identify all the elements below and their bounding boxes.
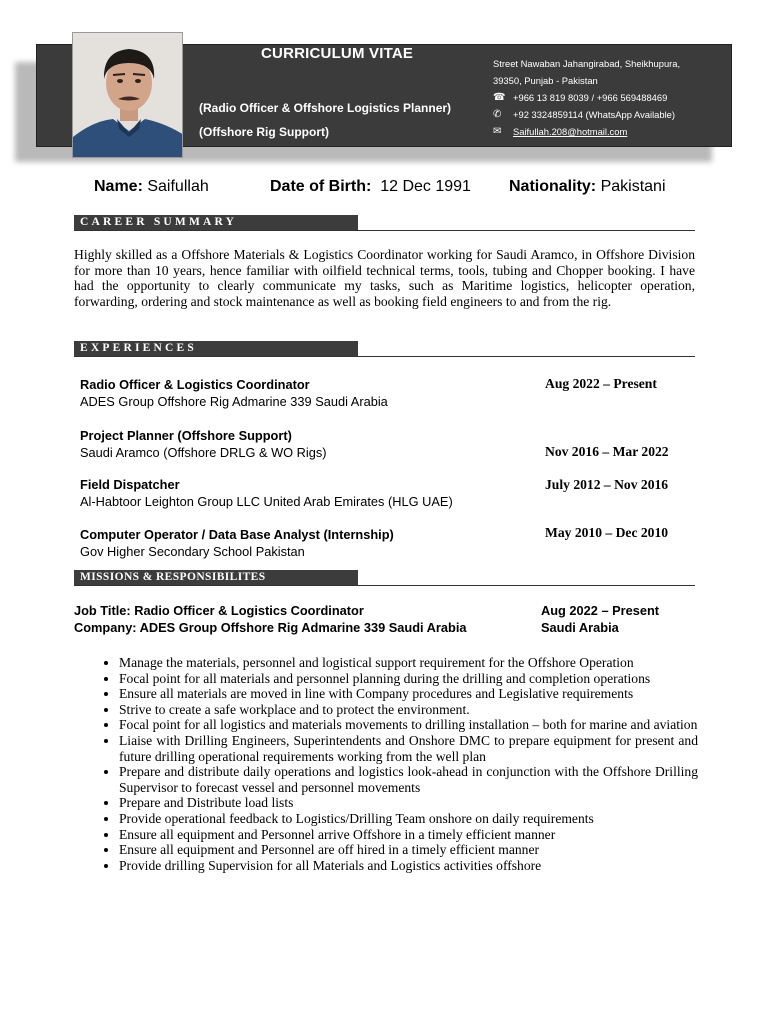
phone-number: +966 13 819 8039 / +966 569488469 bbox=[513, 92, 668, 103]
personal-info bbox=[0, 178, 768, 202]
address-line-2: 39350, Punjab - Pakistan bbox=[493, 75, 598, 86]
section-heading-missions: MISSIONS & RESPONSIBILITES bbox=[74, 570, 358, 585]
section-heading-experiences: EXPERIENCES bbox=[74, 341, 358, 356]
list-item: • Liaise with Drilling Engineers, Superintendents and Onshore DMC to prepare equipment for present and future drilling operational requirements working from the well plan bbox=[119, 733, 698, 764]
profile-photo bbox=[72, 32, 183, 158]
list-item: • Strive to create a safe workplace and to protect the environment. bbox=[119, 702, 698, 718]
list-item: • Provide drilling Supervision for all Materials and Logistics activities offshore bbox=[119, 858, 698, 874]
contact-block bbox=[493, 55, 680, 140]
mission-dates: Aug 2022 – Present bbox=[541, 603, 660, 618]
experience-company: Al-Habtoor Leighton Group LLC United Arab Emirates (HLG UAE) bbox=[80, 494, 453, 509]
mission-location: Saudi Arabia bbox=[541, 620, 619, 635]
email-icon: ✉ bbox=[493, 126, 502, 137]
experience-dates: July 2012 – Nov 2016 bbox=[545, 477, 669, 492]
name-value: Saifullah bbox=[147, 178, 209, 195]
list-item: • Manage the materials, personnel and logistical support requirement for the Offshore Operation bbox=[119, 655, 698, 671]
profile-photo-image bbox=[73, 33, 183, 158]
section-divider bbox=[74, 585, 695, 586]
name-field bbox=[94, 178, 209, 196]
list-item: • Ensure all equipment and Personnel are off hired in a timely efficient manner bbox=[119, 842, 698, 858]
nationality-field bbox=[509, 178, 666, 196]
mission-company: Company: ADES Group Offshore Rig Admarine 339 Saudi Arabia bbox=[74, 620, 467, 635]
experience-title: Computer Operator / Data Base Analyst (Internship) bbox=[80, 527, 394, 542]
section-divider bbox=[74, 356, 695, 357]
experience-title: Project Planner (Offshore Support) bbox=[80, 428, 292, 443]
phone-row bbox=[493, 89, 680, 106]
email-row bbox=[493, 123, 680, 140]
list-item: • Provide operational feedback to Logistics/Drilling Team onshore on daily requirements bbox=[119, 811, 698, 827]
nationality-label: Nationality: bbox=[509, 178, 597, 195]
list-item: • Prepare and Distribute load lists bbox=[119, 795, 698, 811]
section-heading-career-summary: CAREER SUMMARY bbox=[74, 215, 358, 230]
career-summary-text: Highly skilled as a Offshore Materials & Logistics Coordinator working for Saudi Aramco, in Offshore Division for more than 10 years, hence familiar with oilfield technical terms, tools, tubing and Chopper booking. I have had the opportunity to clearly communicate my tasks, such as Maritime logistics, helicopter operation, forwarding, ordering and stock maintenance as well as booking field engineers to and from the rig. bbox=[74, 247, 695, 309]
experience-company: ADES Group Offshore Rig Admarine 339 Saudi Arabia bbox=[80, 394, 388, 409]
dob-value: 12 Dec 1991 bbox=[380, 178, 471, 195]
experience-dates: Nov 2016 – Mar 2022 bbox=[545, 444, 669, 459]
email-link[interactable]: Saifullah.208@hotmail.com bbox=[513, 126, 628, 137]
experience-dates: May 2010 – Dec 2010 bbox=[545, 525, 669, 540]
whatsapp-icon: ✆ bbox=[493, 109, 502, 120]
cv-title: CURRICULUM VITAE bbox=[261, 45, 414, 62]
cv-role-secondary: (Offshore Rig Support) bbox=[199, 125, 329, 139]
list-item: • Focal point for all materials and personnel planning during the drilling and completion operations bbox=[119, 671, 698, 687]
whatsapp-row bbox=[493, 106, 680, 123]
list-item: • Ensure all materials are moved in line with Company procedures and Legislative requirements bbox=[119, 686, 698, 702]
mission-job-title: Job Title: Radio Officer & Logistics Coordinator bbox=[74, 603, 364, 618]
whatsapp-number: +92 3324859114 (WhatsApp Available) bbox=[513, 109, 676, 120]
list-item: • Ensure all equipment and Personnel arrive Offshore in a timely efficient manner bbox=[119, 827, 698, 843]
experience-dates: Aug 2022 – Present bbox=[545, 376, 657, 391]
duties-list bbox=[100, 655, 698, 873]
experience-title: Field Dispatcher bbox=[80, 477, 180, 492]
nationality-value: Pakistani bbox=[600, 178, 666, 195]
name-label: Name: bbox=[94, 178, 143, 195]
experience-company: Saudi Aramco (Offshore DRLG & WO Rigs) bbox=[80, 445, 327, 460]
experience-company: Gov Higher Secondary School Pakistan bbox=[80, 544, 305, 559]
address-line-1: Street Nawaban Jahangirabad, Sheikhupura, bbox=[493, 58, 681, 69]
dob-field bbox=[270, 178, 471, 196]
list-item: • Focal point for all logistics and materials movements to drilling installation – both for marine and aviation bbox=[119, 717, 698, 733]
dob-label: Date of Birth: bbox=[270, 178, 372, 195]
list-item: • Prepare and distribute daily operations and logistics look-ahead in conjunction with the Offshore Drilling Supervisor to forecast vessel and personnel movements bbox=[119, 764, 698, 795]
section-divider bbox=[74, 230, 695, 231]
experience-title: Radio Officer & Logistics Coordinator bbox=[80, 377, 310, 392]
cv-role-primary: (Radio Officer & Offshore Logistics Planner) bbox=[199, 101, 452, 115]
phone-icon: ☎ bbox=[493, 92, 506, 103]
